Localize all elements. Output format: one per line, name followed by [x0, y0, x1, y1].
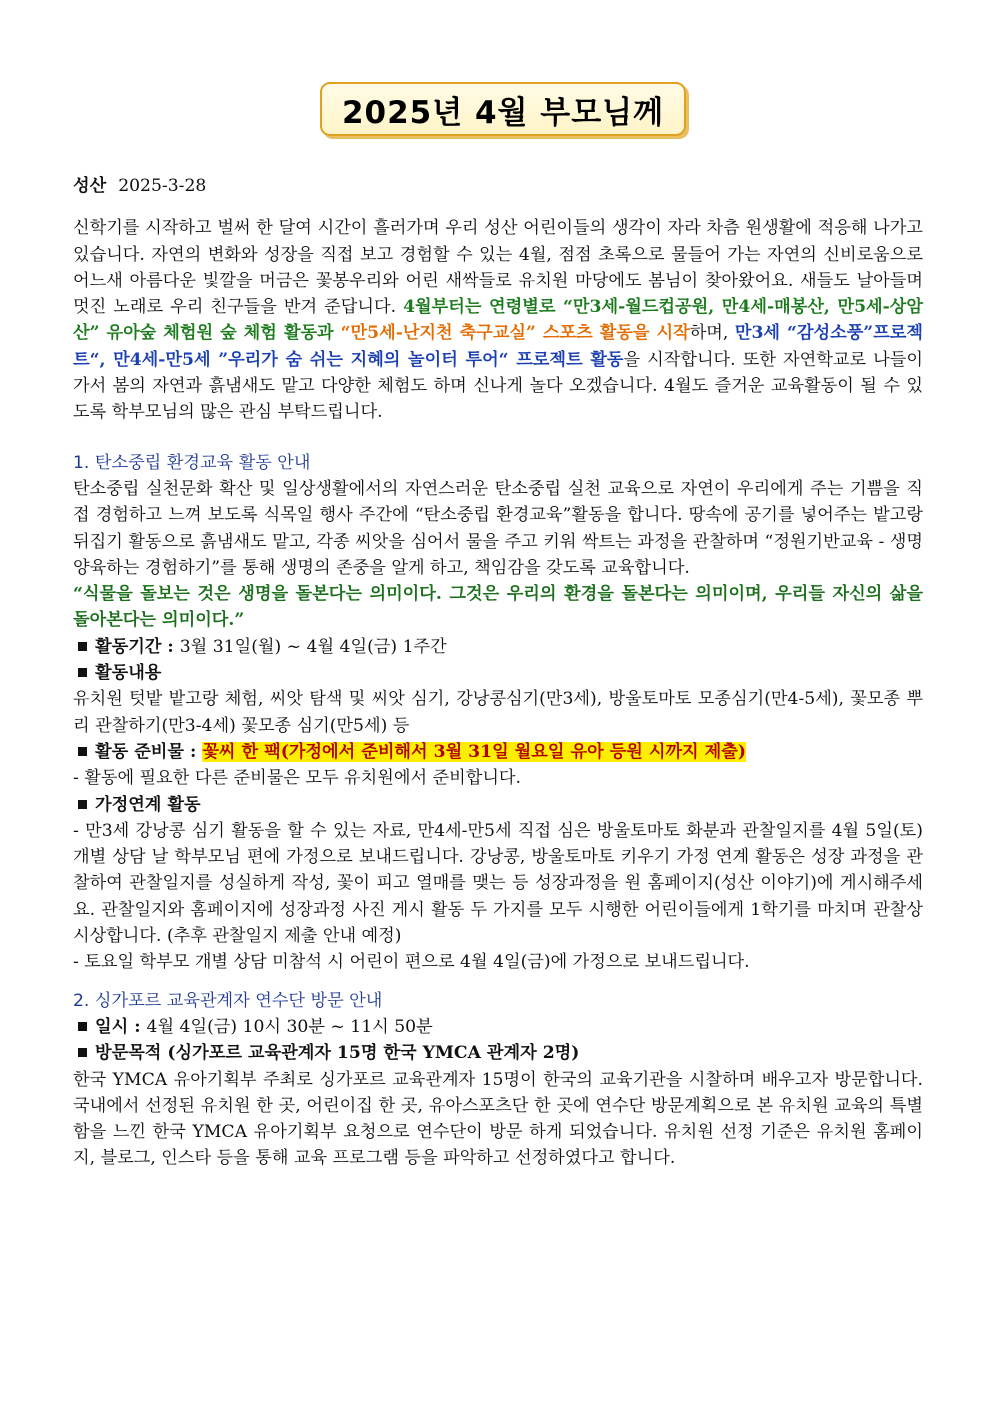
- visit-time-value: 4월 4일(금) 10시 30분 ~ 11시 50분: [146, 1016, 433, 1037]
- activity-supplies-highlight: 꽃씨 한 팩(가정에서 준비해서 3월 31일 월요일 유아 등원 시까지 제출): [202, 741, 746, 762]
- activity-supplies: [73, 739, 923, 765]
- bullet-square-icon: [78, 747, 87, 756]
- bullet-square-icon: [78, 800, 87, 809]
- title-box: [320, 82, 686, 136]
- date-line: [73, 173, 923, 199]
- bullet-square-icon: [78, 1022, 87, 1031]
- visit-time-label: 일시 :: [95, 1016, 147, 1037]
- intro-project-activity: 만3세 “감성소풍”프로젝트“, 만4세-만5세 ”우리가 숨 쉬는 지혜의 놀이터 투어“ 프로젝트 활동: [73, 323, 923, 370]
- intro-text: 신학기를 시작하고 벌써 한 달여 시간이 흘러가며 우리 성산 어린이들의 생각이 자라 차츰 원생활에 적응해 나가고 있습니다. 자연의 변화와 성장을 직접 보고 경험할 수 있는 4월, 점점 초록으로 물들어 가는 자연의 신비로움으로 어느새 아름다운 빛깔을 머금은 꽃봉우리와 어린 새싹들로 유치원 마당에도 봄님이 찾아왔어요. 새들도 날아들며 멋진 노래로 우리 친구들을 반겨 준답니다.: [73, 218, 923, 318]
- document-body: [73, 173, 923, 1172]
- activity-supplies-label: 활동 준비물 :: [95, 741, 203, 762]
- home-activity-label: 가정연계 활동: [95, 794, 201, 815]
- activity-content-label: 활동내용: [95, 663, 162, 684]
- bullet-square-icon: [78, 642, 87, 651]
- intro-forest-activity: 4월부터는 연령별로 “만3세-월드컵공원, 만4세-매봉산, 만5세-상암산” 유아숲 체험원 숲 체험 활동과: [73, 297, 923, 344]
- intro-mid: 하며,: [689, 323, 735, 344]
- section1-title: 1. 탄소중립 환경교육 활동 안내: [73, 452, 311, 473]
- intro-paragraph: [73, 215, 923, 425]
- section1-body: 탄소중립 실천문화 확산 및 일상생활에서의 자연스러운 탄소중립 실천 교육으로 자연이 우리에게 주는 기쁨을 직접 경험하고 느껴 보도록 식목일 행사 주간에 “탄소중립 환경교육”활동을 합니다. 땅속에 공기를 넣어주는 밭고랑 뒤집기 활동으로 흙냄새도 맡고, 각종 씨앗을 심어서 물을 주고 키워 싹트는 과정을 관찰하며 “정원기반교육 - 생명 양육하는 경험하기”를 통해 생명의 존중을 알게 하고, 책임감을 갖도록 교육합니다.: [73, 478, 923, 578]
- page-title: 2025년 4월 부모님께: [341, 94, 665, 131]
- activity-content-heading: [73, 660, 923, 686]
- activity-content-text: 유치원 텃밭 밭고랑 체험, 씨앗 탐색 및 씨앗 심기, 강낭콩심기(만3세), 방울토마토 모종심기(만4-5세), 꽃모종 뿌리 관찰하기(만3-4세) 꽃모종 심기(만5세) 등: [73, 689, 923, 736]
- activity-period-label: 활동기간 :: [95, 636, 180, 657]
- home-activity-note: - 토요일 학부모 개별 상담 미참석 시 어린이 편으로 4월 4일(금)에 가정으로 보내드립니다.: [73, 952, 750, 973]
- home-activity-text: - 만3세 강낭콩 심기 활동을 할 수 있는 자료, 만4세-만5세 직접 심은 방울토마토 화분과 관찰일지를 4월 5일(토) 개별 상담 날 학부모님 편에 가정으로 보내드립니다. 강낭콩, 방울토마토 키우기 가정 연계 활동은 성장 과정을 관찰하여 관찰일지를 성실하게 작성, 꽃이 피고 열매를 맺는 등 성장과정을 원 홈페이지(성산 이야기)에 게시해주세요. 관찰일지와 홈페이지에 성장과정 사진 게시 활동 두 가지를 모두 시행한 어린이들에게 1학기를 마치며 관찰상 시상합니다. (추후 관찰일지 제출 안내 예정): [73, 820, 923, 947]
- bullet-square-icon: [78, 1048, 87, 1057]
- org-name: 성산: [73, 176, 107, 196]
- intro-end: 을 시작합니다. 또한 자연학교로 나들이 가서 봄의 자연과 흙냄새도 맡고 다양한 체험도 하며 신나게 놀다 오겠습니다. 4월도 즐거운 교육활동이 될 수 있도록 학부모님의 많은 관심 부탁드립니다.: [73, 349, 923, 423]
- intro-sports-activity: “만5세-난지천 축구교실” 스포츠 활동을 시작: [333, 323, 690, 344]
- visit-time: [73, 1014, 923, 1040]
- section2-body: 한국 YMCA 유아기획부 주최로 싱가포르 교육관계자 15명이 한국의 교육기관을 시찰하며 배우고자 방문합니다. 국내에서 선정된 유치원 한 곳, 어린이집 한 곳, 유아스포츠단 한 곳에 연수단 방문계획으로 본 유치원 교육의 특별함을 느낀 한국 YMCA 유아기획부 요청으로 연수단이 방문 하게 되었습니다. 유치원 선정 기준은 유치원 홈페이지, 블로그, 인스타 등을 통해 교육 프로그램 등을 파악하고 선정하였다고 합니다.: [73, 1069, 923, 1169]
- section1-quote: “식물을 돌보는 것은 생명을 돌본다는 의미이다. 그것은 우리의 환경을 돌본다는 의미이며, 우리들 자신의 삶을 돌아본다는 의미이다.”: [73, 584, 923, 631]
- bullet-square-icon: [78, 668, 87, 677]
- home-activity-heading: [73, 792, 923, 818]
- visit-purpose-label: 방문목적 (싱가포르 교육관계자 15명 한국 YMCA 관계자 2명): [95, 1043, 580, 1064]
- issue-date: 2025-3-28: [118, 176, 207, 196]
- visit-purpose: [73, 1040, 923, 1066]
- activity-period-value: 3월 31일(월) ~ 4월 4일(금) 1주간: [179, 636, 447, 657]
- activity-period: [73, 634, 923, 660]
- section2-title: 2. 싱가포르 교육관계자 연수단 방문 안내: [73, 990, 383, 1011]
- activity-supplies-note: - 활동에 필요한 다른 준비물은 모두 유치원에서 준비합니다.: [73, 768, 521, 789]
